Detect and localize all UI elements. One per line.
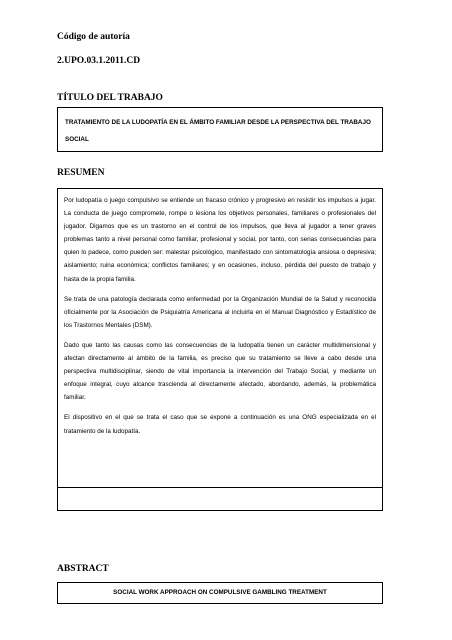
title-box	[57, 107, 383, 152]
abstract-heading: ABSTRACT	[57, 564, 109, 574]
abstract-title: SOCIAL WORK APPROACH ON COMPULSIVE GAMBLING TREATMENT	[113, 589, 327, 596]
authorship-label: Código de autoría	[57, 32, 130, 42]
summary-heading: RESUMEN	[57, 168, 105, 178]
summary-paragraph: Dado que tanto las causas como las consecuencias de la ludopatía tienen un carácter multidimensional y afectan directamente al ámbito de la familia, es preciso que su tratamiento se lleve a cabo desde una perspectiva multidisciplinar, siendo de vital importancia la intervención del Trabajo Social, y mediante un enfoque integral, cuyo alcance trascienda al directamente afectado, abordando, además, la problemática familiar.	[64, 341, 376, 402]
summary-paragraph: Se trata de una patología declarada como enfermedad por la Organización Mundial de la Salud y reconocida oficialmente por la Asociación de Psiquiatría Americana al incluirla en el Manual Diagnóstico y Estadístico de los Trastornos Mentales (DSM).	[64, 295, 376, 329]
abstract-title-box	[57, 582, 383, 604]
title-heading: TÍTULO DEL TRABAJO	[57, 93, 163, 103]
empty-box	[57, 487, 383, 511]
authorship-code: 2.UPO.03.1.2011.CD	[57, 56, 141, 66]
summary-paragraph: El dispositivo en el que se trata el caso que se expone a continuación es una ONG especializada en el tratamiento de la ludopatía.	[64, 414, 376, 435]
title-text: TRATAMIENTO DE LA LUDOPATÍA EN EL ÁMBITO FAMILIAR DESDE LA PERSPECTIVA DEL TRABAJO SOCIAL	[65, 119, 371, 143]
summary-box	[57, 188, 383, 488]
summary-paragraph: Por ludopatía o juego compulsivo se entiende un fracaso crónico y progresivo en resistir los impulsos a jugar. La conducta de juego compromete, rompe o lesiona los objetivos personales, familiares o profesionales del jugador. Digamos que es un trastorno en el control de los impulsos, que lleva al jugador a tener graves problemas tanto a nivel personal como familiar, profesional y social, por tanto, con serias consecuencias para quien lo padece, como pueden ser: malestar psicológico, manifestado con sintomatología ansiosa o depresiva; aislamiento; ruina económica; conflictos familiares; y en ocasiones, incluso, pérdida del puesto de trabajo y hasta de la propia familia.	[64, 197, 376, 283]
